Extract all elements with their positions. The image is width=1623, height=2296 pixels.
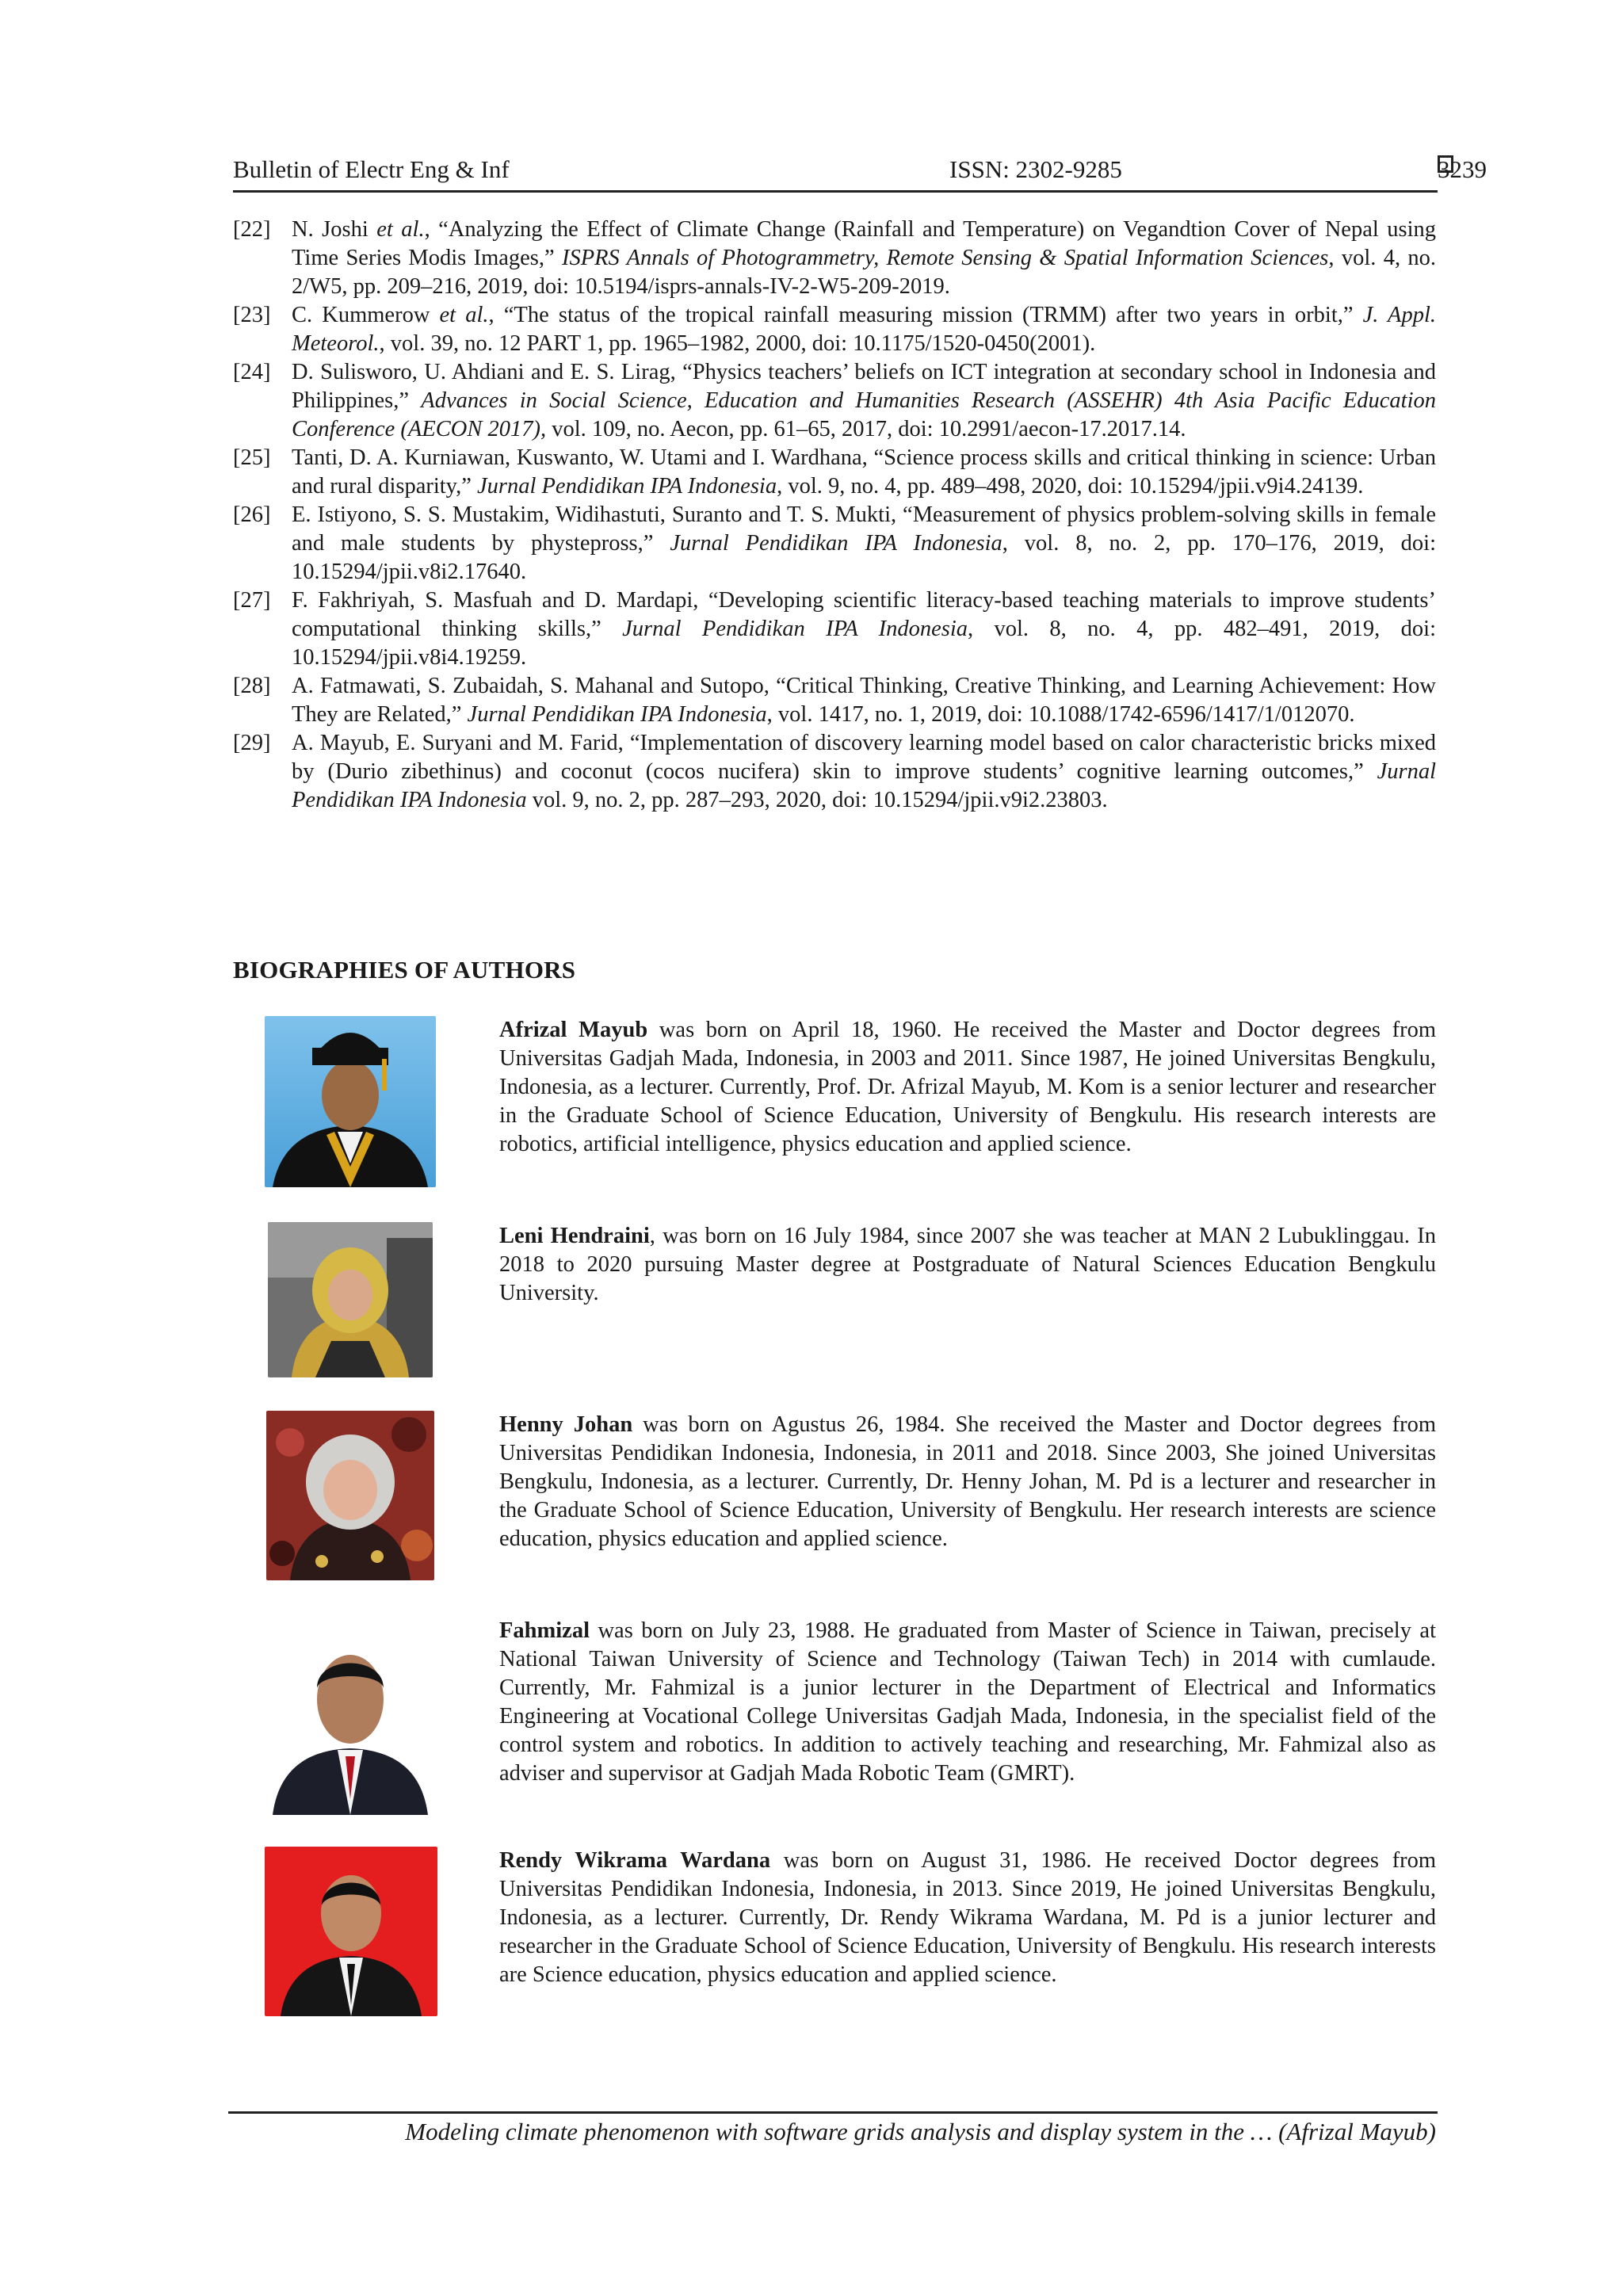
reference-item [233, 672, 1436, 729]
author-name: Leni Hendraini [499, 1224, 650, 1248]
author-name: Afrizal Mayub [499, 1018, 648, 1042]
reference-item [233, 586, 1436, 672]
author-photo [268, 1222, 433, 1377]
author-photo [265, 1016, 436, 1187]
reference-authors: F. Fakhriyah, S. Masfuah and D. Mardapi, “Developing scientific literacy-based teaching materials to improve students’ computational thinking skills,” [292, 588, 1436, 641]
reference-authors: N. Joshi [292, 217, 377, 242]
reference-venue: Jurnal Pendidikan IPA Indonesia [467, 702, 767, 727]
reference-number: [22] [233, 217, 271, 242]
reference-item [233, 501, 1436, 586]
reference-number: [25] [233, 445, 271, 470]
reference-list [233, 216, 1436, 815]
author-name: Rendy Wikrama Wardana [499, 1848, 771, 1873]
reference-venue: Jurnal Pendidikan IPA Indonesia [622, 617, 968, 641]
reference-number: [23] [233, 303, 271, 327]
reference-number: [26] [233, 502, 271, 527]
issn: ISSN: 2302-9285 [949, 155, 1122, 183]
reference-item [233, 358, 1436, 444]
reference-authors: Tanti, D. A. Kurniawan, Kuswanto, W. Utami and I. Wardhana, “Science process skills and critical thinking in science: Urban and rural disparity,” [292, 445, 1436, 499]
reference-number: [24] [233, 360, 271, 384]
reference-title: , “The status of the tropical rainfall measuring mission (TRMM) after two years in orbit,” [488, 303, 1363, 327]
reference-authors: D. Sulisworo, U. Ahdiani and E. S. Lirag, “Physics teachers’ beliefs on ICT integration at secondary school in Indonesia and Philippines,” [292, 360, 1436, 413]
reference-number: [27] [233, 588, 271, 613]
reference-authors: E. Istiyono, S. S. Mustakim, Widihastuti, Suranto and T. S. Mukti, “Measurement of physics problem-solving skills in female and male students by phystepross,” [292, 502, 1436, 556]
journal-name: Bulletin of Electr Eng & Inf [233, 155, 510, 183]
author-bio-text [499, 1617, 1436, 1788]
footer-rule [228, 2111, 1438, 2114]
author-photo [265, 1847, 437, 2016]
reference-details: , vol. 1417, no. 1, 2019, doi: 10.1088/1742-6596/1417/1/012070. [766, 702, 1355, 727]
author-photo [265, 1617, 436, 1815]
reference-details: , vol. 4, no. 2/W5, pp. 209–216, 2019, doi: 10.5194/isprs-annals-IV-2-W5-209-2019. [292, 246, 1437, 299]
reference-details: vol. 9, no. 2, pp. 287–293, 2020, doi: 10.15294/jpii.v9i2.23803. [526, 788, 1108, 812]
reference-details: , vol. 8, no. 4, pp. 482–491, 2019, doi: 10.15294/jpii.v8i4.19259. [292, 617, 1436, 670]
running-header [233, 155, 1487, 193]
reference-venue: Advances in Social Science, Education and Humanities Research (ASSEHR) 4th Asia Pacific Education Conference (AECON 2017), [292, 388, 1436, 441]
reference-number: [29] [233, 731, 271, 755]
reference-details: , vol. 8, no. 2, pp. 170–176, 2019, doi: 10.15294/jpii.v8i2.17640. [292, 531, 1436, 584]
reference-details: , vol. 9, no. 4, pp. 489–498, 2020, doi: 10.15294/jpii.v9i4.24139. [777, 474, 1364, 499]
reference-item [233, 444, 1436, 501]
reference-number: [28] [233, 674, 271, 698]
author-description: was born on Agustus 26, 1984. She received the Master and Doctor degrees from Universitas Pendidikan Indonesia, Indonesia, in 2011 and 2018. Since 2003, She joined Universitas Bengkulu, Indonesia, as a lecturer. Currently, Dr. Henny Johan, M. Pd is a lecturer and researcher in the Graduate School of Science Education, University of Bengkulu. Her research interests are science education, physics education and applied science. [499, 1412, 1436, 1551]
reference-etal: et al. [376, 217, 425, 242]
reference-item [233, 216, 1436, 301]
running-footer: Modeling climate phenomenon with software grids analysis and display system in the … (Afrizal Mayub) [405, 2118, 1436, 2145]
author-bio-text [499, 1222, 1436, 1308]
page-number-text: 3239 [1438, 155, 1487, 183]
reference-item [233, 729, 1436, 815]
reference-venue: Jurnal Pendidikan IPA Indonesia [670, 531, 1002, 556]
reference-authors: A. Fatmawati, S. Zubaidah, S. Mahanal and Sutopo, “Critical Thinking, Creative Thinking, and Learning Achievement: How They are Related,” [292, 674, 1436, 727]
author-description: was born on April 18, 1960. He received the Master and Doctor degrees from Universitas Gadjah Mada, Indonesia, in 2003 and 2011. Since 1987, He joined Universitas Bengkulu, Indonesia, as a lecturer. Currently, Prof. Dr. Afrizal Mayub, M. Kom is a senior lecturer and researcher in the Graduate School of Science Education, University of Bengkulu. His research interests are robotics, artificial intelligence, physics education and applied science. [499, 1018, 1436, 1156]
reference-details: , vol. 39, no. 12 PART 1, pp. 1965–1982, 2000, doi: 10.1175/1520-0450(2001). [379, 331, 1096, 356]
author-bio-text [499, 1016, 1436, 1159]
author-bio-text [499, 1411, 1436, 1553]
reference-authors: C. Kummerow [292, 303, 440, 327]
author-description: was born on July 23, 1988. He graduated from Master of Science in Taiwan, precisely at National Taiwan University of Science and Technology (Taiwan Tech) in 2014 with cumlaude. Currently, Mr. Fahmizal is a junior lecturer in the Department of Electrical and Informatics Engineering at Vocational College Universitas Gadjah Mada, Indonesia, in the specialist field of the control system and robotics. In addition to actively teaching and researching, Mr. Fahmizal also as adviser and supervisor at Gadjah Mada Robotic Team (GMRT). [499, 1618, 1436, 1786]
author-name: Fahmizal [499, 1618, 590, 1643]
reference-title: , “Analyzing the Effect of Climate Change (Rainfall and Temperature) on Vegandtion Cover of Nepal using Time Series Modis Images,” [292, 217, 1436, 270]
reference-etal: et al. [439, 303, 489, 327]
author-description: , was born on 16 July 1984, since 2007 she was teacher at MAN 2 Lubuklinggau. In 2018 to 2020 pursuing Master degree at Postgraduate of Natural Sciences Education Bengkulu University. [499, 1224, 1436, 1305]
reference-venue: Jurnal Pendidikan IPA Indonesia [292, 759, 1436, 812]
author-name: Henny Johan [499, 1412, 633, 1437]
reference-details: vol. 109, no. Aecon, pp. 61–65, 2017, doi: 10.2991/aecon-17.2017.14. [546, 417, 1186, 441]
section-heading: BIOGRAPHIES OF AUTHORS [233, 956, 576, 984]
reference-venue: Jurnal Pendidikan IPA Indonesia [476, 474, 777, 499]
reference-venue: J. Appl. Meteorol. [292, 303, 1436, 356]
author-description: was born on August 31, 1986. He received Doctor degrees from Universitas Pendidikan Indonesia, Indonesia, in 2013. Since 2019, He joined Universitas Bengkulu, Indonesia, as a lecturer. Currently, Dr. Rendy Wikrama Wardana, M. Pd is a junior lecturer and researcher in the Graduate School of Science Education, University of Bengkulu. His research interests are Science education, physics education and applied science. [499, 1848, 1436, 1987]
reference-item [233, 301, 1436, 358]
reference-authors: A. Mayub, E. Suryani and M. Farid, “Implementation of discovery learning model based on calor characteristic bricks mixed by (Durio zibethinus) and coconut (cocos nucifera) skin to improve students’ cognitive learning outcomes,” [292, 731, 1436, 784]
reference-venue: ISPRS Annals of Photogrammetry, Remote Sensing & Spatial Information Sciences [561, 246, 1329, 270]
author-bio-text [499, 1847, 1436, 1989]
author-photo [266, 1411, 434, 1580]
